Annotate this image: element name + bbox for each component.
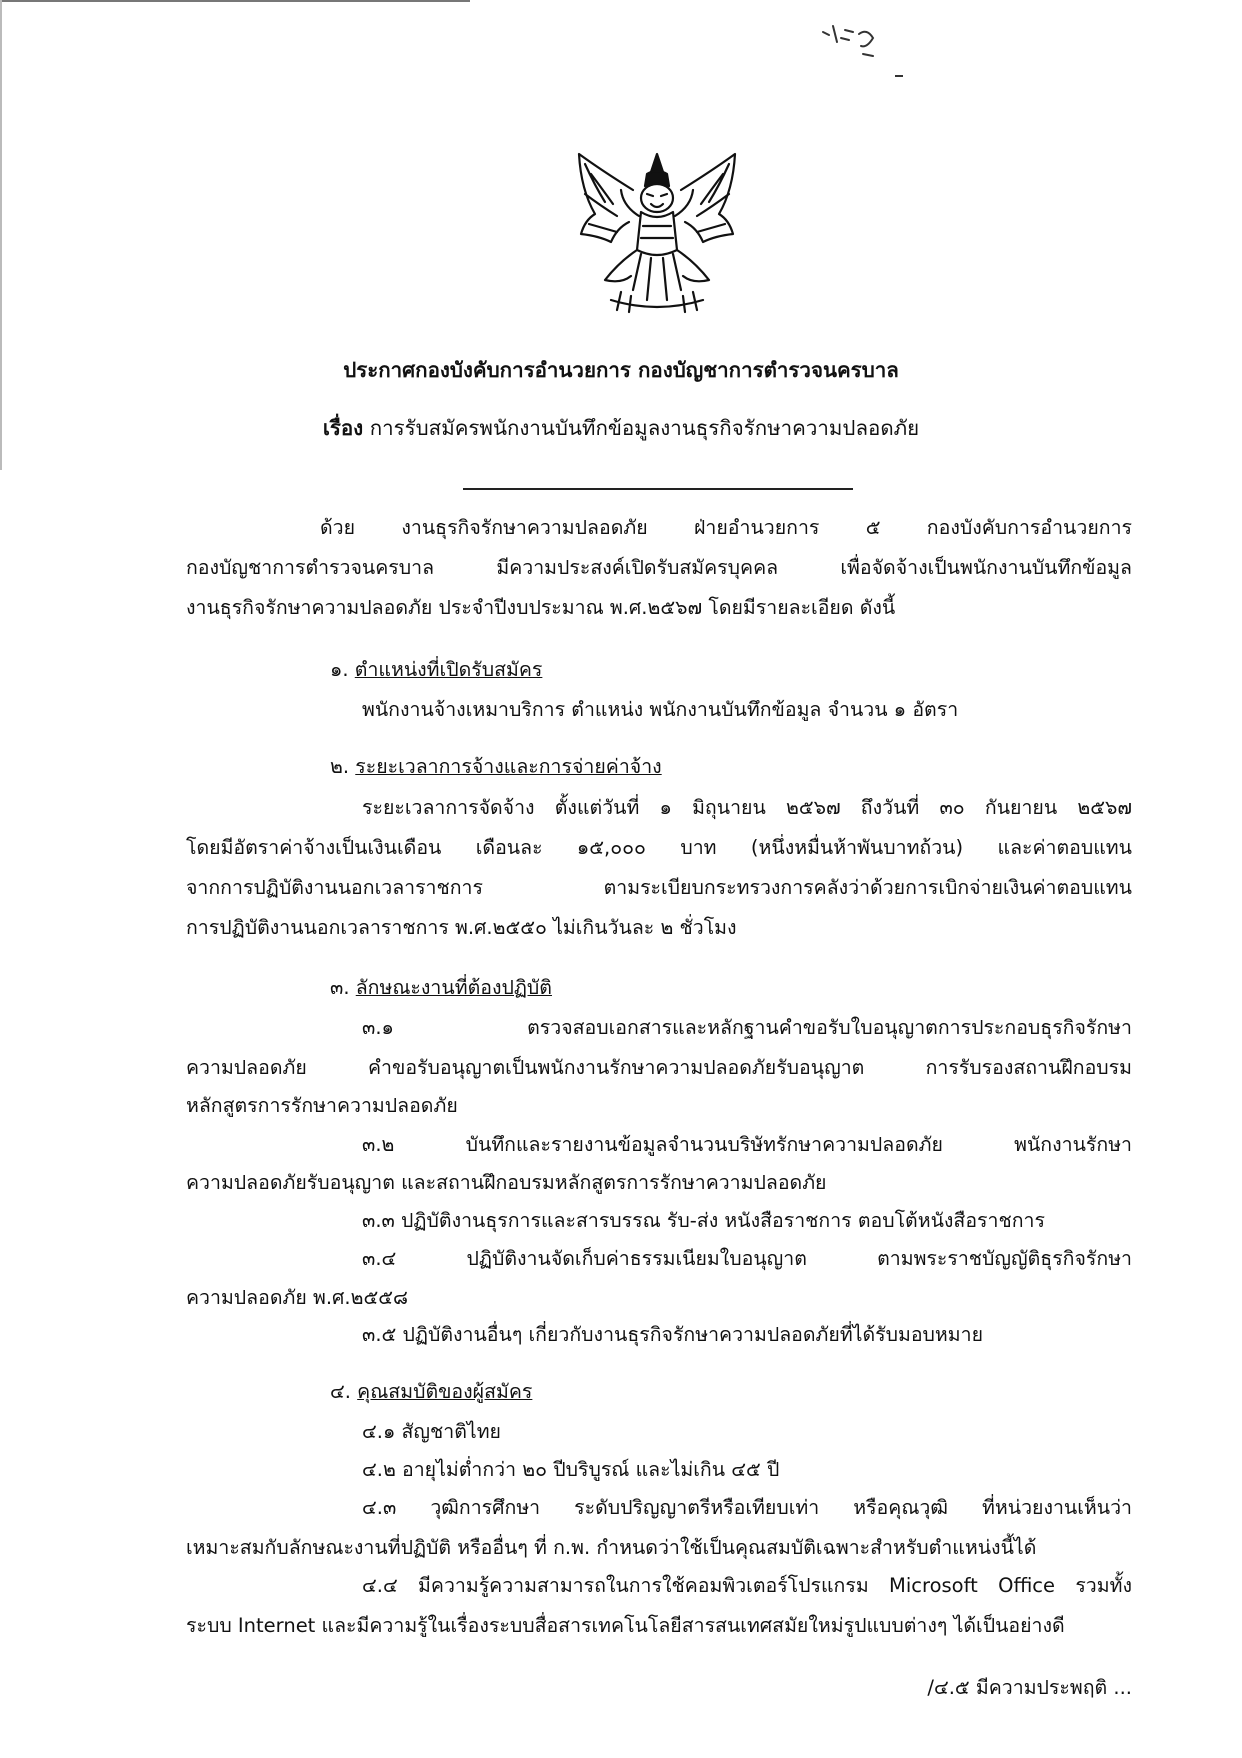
section-2-line-3: จากการปฏิบัติงานนอกเวลาราชการ ตามระเบียบกระทรวงการคลังว่าด้วยการเบิกจ่ายเงินค่าตอบแทน (186, 876, 1132, 899)
intro-line-3: งานธุรกิจรักษาความปลอดภัย ประจำปีงบประมาณ พ.ศ.๒๕๖๗ โดยมีรายละเอียด ดังนี้ (186, 596, 896, 619)
announcement-subject (0, 412, 1242, 445)
section-3-number: ๓. (330, 976, 350, 999)
heading-divider (463, 488, 853, 490)
section-4-line-1: ๔.๑ สัญชาติไทย (362, 1420, 501, 1443)
section-1-title: ตำแหน่งที่เปิดรับสมัคร (354, 658, 543, 681)
section-4-line-5: ๔.๔ มีความรู้ความสามารถในการใช้คอมพิวเตอร์โปรแกรม Microsoft Office รวมทั้ง (362, 1574, 1132, 1597)
garuda-emblem-icon (571, 150, 743, 315)
handwritten-mark-icon (815, 20, 905, 80)
section-4-heading (330, 1380, 532, 1404)
section-4-line-4: เหมาะสมกับลักษณะงานที่ปฏิบัติ หรืออื่นๆ ที่ ก.พ. กำหนดว่าใช้เป็นคุณสมบัติเฉพาะสำหรับตำแหน่งนี้ได้ (186, 1536, 1037, 1559)
section-2-line-1: ระยะเวลาการจัดจ้าง ตั้งแต่วันที่ ๑ มิถุนายน ๒๕๖๗ ถึงวันที่ ๓๐ กันยายน ๒๕๖๗ (362, 796, 1132, 819)
section-2-line-4: การปฏิบัติงานนอกเวลาราชการ พ.ศ.๒๕๕๐ ไม่เกินวันละ ๒ ชั่วโมง (186, 916, 737, 939)
section-2-line-2: โดยมีอัตราค่าจ้างเป็นเงินเดือน เดือนละ ๑๕,๐๐๐ บาท (หนึ่งหมื่นห้าพันบาทถ้วน) และค่าตอบแทน (186, 836, 1132, 859)
scan-edge-left (0, 0, 2, 470)
intro-line-1: ด้วย งานธุรกิจรักษาความปลอดภัย ฝ่ายอำนวยการ ๕ กองบังคับการอำนวยการ (320, 516, 1132, 539)
section-4-line-2: ๔.๒ อายุไม่ต่ำกว่า ๒๐ ปีบริบูรณ์ และไม่เกิน ๔๕ ปี (362, 1458, 780, 1481)
section-3-line-3: หลักสูตรการรักษาความปลอดภัย (186, 1094, 458, 1117)
intro-line-2: กองบัญชาการตำรวจนครบาล มีความประสงค์เปิดรับสมัครบุคคล เพื่อจัดจ้างเป็นพนักงานบันทึกข้อมูล (186, 556, 1132, 579)
scan-edge-top (0, 0, 470, 2)
section-3-heading (330, 976, 552, 1000)
section-1-number: ๑. (330, 658, 349, 681)
section-3-line-2: ความปลอดภัย คำขอรับอนุญาตเป็นพนักงานรักษาความปลอดภัยรับอนุญาต การรับรองสถานฝึกอบรม (186, 1056, 1132, 1079)
section-3-line-8: ความปลอดภัย พ.ศ.๒๕๕๘ (186, 1286, 409, 1309)
section-3-line-7: ๓.๔ ปฏิบัติงานจัดเก็บค่าธรรมเนียมใบอนุญาต ตามพระราชบัญญัติธุรกิจรักษา (362, 1247, 1132, 1270)
section-4-line-6: ระบบ Internet และมีความรู้ในเรื่องระบบสื่อสารเทคโนโลยีสารสนเทศสมัยใหม่รูปแบบต่างๆ ได้เป็นอย่างดี (186, 1614, 1065, 1637)
section-4-number: ๔. (330, 1380, 351, 1403)
section-3-line-9: ๓.๕ ปฏิบัติงานอื่นๆ เกี่ยวกับงานธุรกิจรักษาความปลอดภัยที่ได้รับมอบหมาย (362, 1323, 984, 1346)
section-4-title: คุณสมบัติของผู้สมัคร (357, 1380, 533, 1403)
announcement-title: ประกาศกองบังคับการอำนวยการ กองบัญชาการตำรวจนครบาล (343, 358, 899, 382)
section-2-heading (330, 755, 662, 779)
section-3-line-5: ความปลอดภัยรับอนุญาต และสถานฝึกอบรมหลักสูตรการรักษาความปลอดภัย (186, 1171, 827, 1194)
page-continuation: /๔.๕ มีความประพฤติ ... (927, 1676, 1132, 1699)
section-3-title: ลักษณะงานที่ต้องปฏิบัติ (355, 976, 552, 999)
subject-text: การรับสมัครพนักงานบันทึกข้อมูลงานธุรกิจรักษาความปลอดภัย (369, 416, 920, 440)
section-1-line-1: พนักงานจ้างเหมาบริการ ตำแหน่ง พนักงานบันทึกข้อมูล จำนวน ๑ อัตรา (362, 698, 959, 721)
section-2-number: ๒. (330, 755, 350, 778)
section-2-title: ระยะเวลาการจ้างและการจ่ายค่าจ้าง (355, 755, 662, 778)
section-1-heading (330, 658, 542, 682)
section-4-line-3: ๔.๓ วุฒิการศึกษา ระดับปริญญาตรีหรือเทียบเท่า หรือคุณวุฒิ ที่หน่วยงานเห็นว่า (362, 1496, 1132, 1519)
section-3-line-1: ๓.๑ ตรวจสอบเอกสารและหลักฐานคำขอรับใบอนุญาตการประกอบธุรกิจรักษา (362, 1016, 1132, 1039)
section-3-line-4: ๓.๒ บันทึกและรายงานข้อมูลจำนวนบริษัทรักษาความปลอดภัย พนักงานรักษา (362, 1133, 1132, 1156)
subject-label: เรื่อง (322, 416, 364, 440)
section-3-line-6: ๓.๓ ปฏิบัติงานธุรการและสารบรรณ รับ-ส่ง หนังสือราชการ ตอบโต้หนังสือราชการ (362, 1209, 1045, 1232)
